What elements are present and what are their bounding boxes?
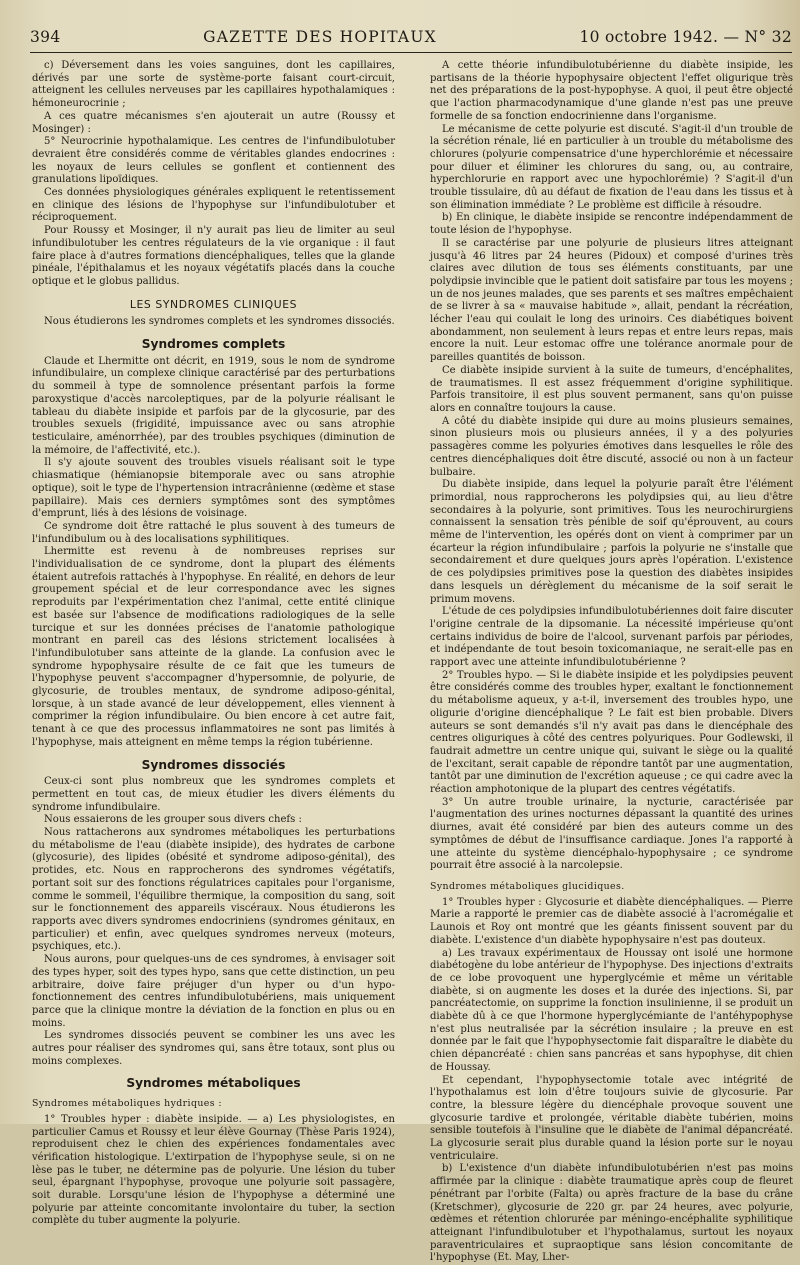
paragraph: Pour Roussy et Mosinger, il n'y aurait pas lieu de limiter au seul infundibulotuber les centres régulateurs de la vie organique : il faut faire place à d'autres formations diencéphaliques, telles que la glande pinéale, l'épithalamus et les noyaux végétatifs placés dans la couche optique et le globus pallidus. bbox=[32, 225, 395, 287]
paragraph: 3° Un autre trouble urinaire, la nycturie, caractérisée par l'augmentation des urines nocturnes dépassant la quantité des urines diurnes, avait été considéré par bien des auteurs comme un des symptômes de début de l'insuffisance cardiaque. Jones l'a rapporté à une atteinte du système diencéphalo-hypophysaire ; ce syndrome pourrait être associé à la narcolepsie. bbox=[430, 796, 793, 872]
issue-date: 10 octobre 1942. — N° 32 bbox=[579, 28, 792, 46]
paragraph: Ces données physiologiques générales expliquent le retentissement en clinique des lésions de l'hypophyse sur l'infundibulotuber et réciproquement. bbox=[32, 187, 395, 224]
header-rule bbox=[30, 52, 792, 53]
paragraph: 1° Troubles hyper : diabète insipide. — a) Les physiologistes, en particulier Camus et Roussy et leur élève Gournay (Thèse Paris 1924), reproduisent chez le chien des expériences fondamentales avec vérification histologique. L'extirpation de l'hypophyse seule, si on ne lèse pas le tuber, ne détermine pas de polyurie. Une lésion du tuber seul, épargnant l'hypophyse, provoque une polyurie soit passagère, soit durable. Lorsqu'une lésion de l'hypophyse a déterminé une polyurie par atteinte concomitante involontaire du tuber, la section complète du tuber augmente la polyurie. bbox=[32, 1113, 395, 1227]
paragraph: Nous aurons, pour quelques-uns de ces syndromes, à envisager soit des types hyper, soit des types hypo, sans que cette distinction, un peu arbitraire, doive faire préjuger d'un hyper ou d'un hypo-fonctionnement des centres infundibulotubériens, mais uniquement parce que la clinique montre la déviation de la fonction en plus ou en moins. bbox=[32, 954, 395, 1029]
paragraph: L'étude de ces polydipsies infundibulotubériennes doit faire discuter l'origine centrale de la dipsomanie. La nécessité impérieuse qu'ont certains individus de boire de l'alcool, survenant parfois par périodes, et indépendante de tout besoin toxicomaniaque, ne serait-elle pas en rapport avec une atteinte infundibulotubérienne ? bbox=[430, 606, 793, 669]
left-column bbox=[32, 60, 395, 1228]
paragraph: Les syndromes dissociés peuvent se combiner les uns avec les autres pour réaliser des syndromes qui, sans être totaux, sont plus ou moins complexes. bbox=[32, 1030, 395, 1067]
paragraph: Lhermitte est revenu à de nombreuses reprises sur l'individualisation de ce syndrome, dont la plupart des éléments étaient autrefois rattachés à l'hypophyse. En réalité, en dehors de leur groupement spécial et de leur correspondance avec les signes reproduits par l'expérimentation chez l'animal, cette entité clinique est basée sur l'absence de modifications radiologiques de la selle turcique et sur les données précises de l'anatomie pathologique montrant en pareil cas des lésions strictement localisées à l'infundibulotuber sans atteinte de la glande. La confusion avec le syndrome hypophysaire résulte de ce fait que les tumeurs de l'hypophyse peuvent s'accompagner d'hypersomnie, de polyurie, de glycosurie, de troubles mentaux, de syndrome adiposo-génital, lorsque, à un stade avancé de leur développement, elles viennent à comprimer la région infundibulaire. Ou bien encore à cet autre fait, tenant à ce que des processus inflammatoires ne sont pas limités à l'hypophyse, mais atteignent en même temps la région tubérienne. bbox=[32, 546, 395, 748]
page-number: 394 bbox=[30, 28, 61, 46]
paragraph: c) Déversement dans les voies sanguines, dont les capillaires, dérivés par une sorte de système-porte faisant court-circuit, atteignent les cellules nerveuses par les capillaires hypothalamiques : hémoneurocrinie ; bbox=[32, 60, 395, 110]
paragraph: Nous essaierons de les grouper sous divers chefs : bbox=[44, 814, 302, 826]
paragraph: Il se caractérise par une polyurie de plusieurs litres atteignant jusqu'à 46 litres par 24 heures (Pidoux) et composé d'urines très claires avec dilution de tous ses éléments constituants, par une polydipsie invincible que le patient doit satisfaire par tous les moyens ; un de nos jeunes malades, que ses parents et ses maîtres empêchaient de se livrer à sa « mauvaise habitude », allait, pendant la récréation, lécher l'eau qui coulait le long des urinoirs. Ces diabétiques boivent abondamment, non seulement à leurs repas et entre leurs repas, mais encore la nuit. Leur estomac offre une tolérance anormale pour de pareilles quantités de boisson. bbox=[430, 237, 793, 364]
paragraph: b) En clinique, le diabète insipide se rencontre indépendamment de toute lésion de l'hypophyse. bbox=[430, 212, 793, 237]
paragraph: a) Les travaux expérimentaux de Houssay ont isolé une hormone diabétogène du lobe antérieur de l'hypophyse. Des injections d'extraits de ce lobe provoquent une hyperglycémie et même un véritable diabète, si on augmente les doses et la durée des injections. Si, par pancréatectomie, on supprime la fonction insulinienne, il se produit un diabète dû à ce que l'hormone hyperglycémiante de l'antéhypophyse n'est plus neutralisée par la sécrétion insulaire ; la preuve en est donnée par le fait que l'hypophysectomie fait disparaître le diabète du chien dépancréaté : chien sans pancréas et sans hypophyse, dit chien de Houssay. bbox=[430, 947, 794, 1073]
section-heading: LES SYNDROMES CLINIQUES bbox=[129, 297, 298, 311]
paragraph: Et cependant, l'hypophysectomie totale avec intégrité de l'hypothalamus est loin d'être toujours suivie de glycosurie. Par contre, la blessure légère du diencéphale provoque souvent une glycosurie tardive et prolongée, véritable diabète tubérien, moins sensible toutefois à l'insuline que le diabète de l'animal dépancréaté. La glycosurie serait plus durable quand la lésion porte sur le noyau ventriculaire. bbox=[430, 1074, 793, 1162]
paragraph: Ce diabète insipide survient à la suite de tumeurs, d'encéphalites, de traumatismes. Il est assez fréquemment d'origine syphilitique. Parfois transitoire, il est plus souvent permanent, sans qu'on puisse alors en connaître toujours la cause. bbox=[430, 364, 793, 414]
paragraph: Nous étudierons les syndromes complets et les syndromes dissociés. bbox=[44, 316, 395, 328]
paragraph: Claude et Lhermitte ont décrit, en 1919, sous le nom de syndrome infundibulaire, un complexe clinique caractérisé par des perturbations du sommeil à type de somnolence présentant parfois la forme paroxystique d'accès narcoleptiques, par de la polyurie réalisant le tableau du diabète insipide et parfois par de la glycosurie, par des troubles sexuels (frigidité, impuissance avec ou sans atrophie testiculaire, aménorrhée), par des troubles psychiques (diminution de la mémoire, de l'affectivité, etc.). bbox=[32, 355, 395, 456]
paragraph: 1° Troubles hyper : Glycosurie et diabète diencéphaliques. — Pierre Marie a rapporté le premier cas de diabète associé à l'acromégalie et Launois et Roy ont montré que les géants finissent souvent par du diabète. L'existence d'un diabète hypophysaire n'est pas douteux. bbox=[430, 896, 793, 946]
paragraph: A ces quatre mécanismes s'en ajouterait un autre (Roussy et Mosinger) : bbox=[32, 110, 395, 135]
paragraph: Ceux-ci sont plus nombreux que les syndromes complets et permettent en tout cas, de mieux étudier les divers éléments du syndrome infundibulaire. bbox=[32, 776, 395, 813]
paragraph: Du diabète insipide, dans lequel la polyurie paraît être l'élément primordial, nous rapprocherons les polydipsies qui, au lieu d'être secondaires à la polyurie, sont primitives. Tous les neurochirurgiens connaissent la sensation très pénible de soif qu'éprouvent, au cours même de l'intervention, les opérés dont on vient à comprimer par un écarteur la région infundibulaire ; parfois la polyurie ne s'installe que secondairement et dure quelques jours après l'opération. L'existence de ces polydipsies primitives pose la question des diabètes insipides dans lesquels un dérèglement du mécanisme de la soif serait le primum movens. bbox=[430, 479, 793, 605]
subsection-heading: Syndromes dissociés bbox=[141, 757, 286, 772]
paragraph: Ce syndrome doit être rattaché le plus souvent à des tumeurs de l'infundibulum ou à des localisations syphilitiques. bbox=[32, 520, 395, 545]
page-header bbox=[30, 28, 792, 50]
small-heading: Syndromes métaboliques glucidiques. bbox=[430, 881, 625, 892]
small-heading: Syndromes métaboliques hydriques : bbox=[32, 1098, 222, 1110]
paragraph: Il s'y ajoute souvent des troubles visuels réalisant soit le type chiasmatique (hémianopsie bitemporale avec ou sans atrophie optique), soit le type de l'hypertension intracrânienne (œdème et stase papillaire). Mais ces derniers symptômes sont des symptômes d'emprunt, liés à des lésions de voisinage. bbox=[32, 457, 395, 520]
journal-title: GAZETTE DES HOPITAUX bbox=[203, 28, 437, 46]
subsection-heading: Syndromes complets bbox=[141, 337, 286, 352]
paragraph: A cette théorie infundibulotubérienne du diabète insipide, les partisans de la théorie hypophysaire objectent l'effet oligurique très net des préparations de la post-hypophyse. A quoi, il peut être objecté que l'action pharmacodynamique d'une glande n'est pas une preuve formelle de sa fonction endocrinienne dans l'organisme. bbox=[430, 60, 793, 122]
right-column bbox=[430, 60, 793, 1265]
paragraph: 5° Neurocrinie hypothalamique. Les centres de l'infundibulotuber devraient être considérés comme de véritables glandes endocrines : les noyaux de leurs cellules se gonflent et contiennent des granulations lipoïdiques. bbox=[32, 136, 395, 186]
paragraph: A côté du diabète insipide qui dure au moins plusieurs semaines, sinon plusieurs mois ou plusieurs années, il y a des polyuries passagères comme les polyuries émotives dans lesquelles le rôle des centres diencéphaliques doit être discuté, associé ou non à un facteur bulbaire. bbox=[430, 415, 793, 478]
paragraph: b) L'existence d'un diabète infundibulotubérien n'est pas moins affirmée par la clinique : diabète traumatique après coup de fleuret pénétrant par l'orbite (Falta) ou après fracture de la base du crâne (Kretschmer), glycosurie de 220 gr. par 24 heures, avec polyurie, œdèmes et rétention chlorurée par méningo-encéphalite syphilitique atteignant l'infundibulotuber et l'hypothalamus, surtout les noyaux paraventriculaires et supraoptique sans lésion concomitante de l'hypophyse (Et. May, Lher- bbox=[430, 1163, 793, 1264]
paragraph: 2° Troubles hypo. — Si le diabète insipide et les polydipsies peuvent être considérés comme des troubles hyper, exaltant le fonctionnement du métabolisme aqueux, y a-t-il, inversement des troubles hypo, une oligurie d'origine diencéphalique ? Le fait est bien probable. Divers auteurs se sont demandés s'il n'y avait pas dans le diencéphale des centres oliguriques à côté des centres polyuriques. Pour Godlewski, il faudrait admettre un centre unique qui, suivant le siège ou la qualité de l'excitant, serait capable de répondre tantôt par une augmentation, tantôt par une diminution de l'excrétion aqueuse ; ce qui cadre avec la réaction amphotonique de la plupart des centres végétatifs. bbox=[430, 669, 793, 796]
paragraph: Le mécanisme de cette polyurie est discuté. S'agit-il d'un trouble de la sécrétion rénale, lié en particulier à un trouble du métabolisme des chlorures (polyurie compensatrice d'une hyperchlorémie et nécessaire pour diluer et éliminer les chlorures du sang, ou, au contraire, hyperchlorurie en rapport avec une hypochlorémie) ? S'agit-il d'un trouble tissulaire, dû au défaut de fixation de l'eau dans les tissus et à son élimination immédiate ? Le problème est difficile à résoudre. bbox=[430, 123, 793, 211]
subsection-heading: Syndromes métaboliques bbox=[126, 1076, 301, 1091]
paragraph: Nous rattacherons aux syndromes métaboliques les perturbations du métabolisme de l'eau (diabète insipide), des hydrates de carbone (glycosurie), des lipides (obésité et syndrome adiposo-génital), des protides, etc. Nous en rapprocherons des syndromes végétatifs, portant soit sur des fonctions régulatrices capitales pour l'organisme, comme le sommeil, l'équilibre thermique, la composition du sang, soit sur le fonctionnement des appareils viscéraux. Nous étudierons les rapports avec divers syndromes endocriniens (syndromes génitaux, en particulier) et enfin, avec quelques syndromes nerveux (moteurs, psychiques, etc.). bbox=[32, 827, 395, 953]
